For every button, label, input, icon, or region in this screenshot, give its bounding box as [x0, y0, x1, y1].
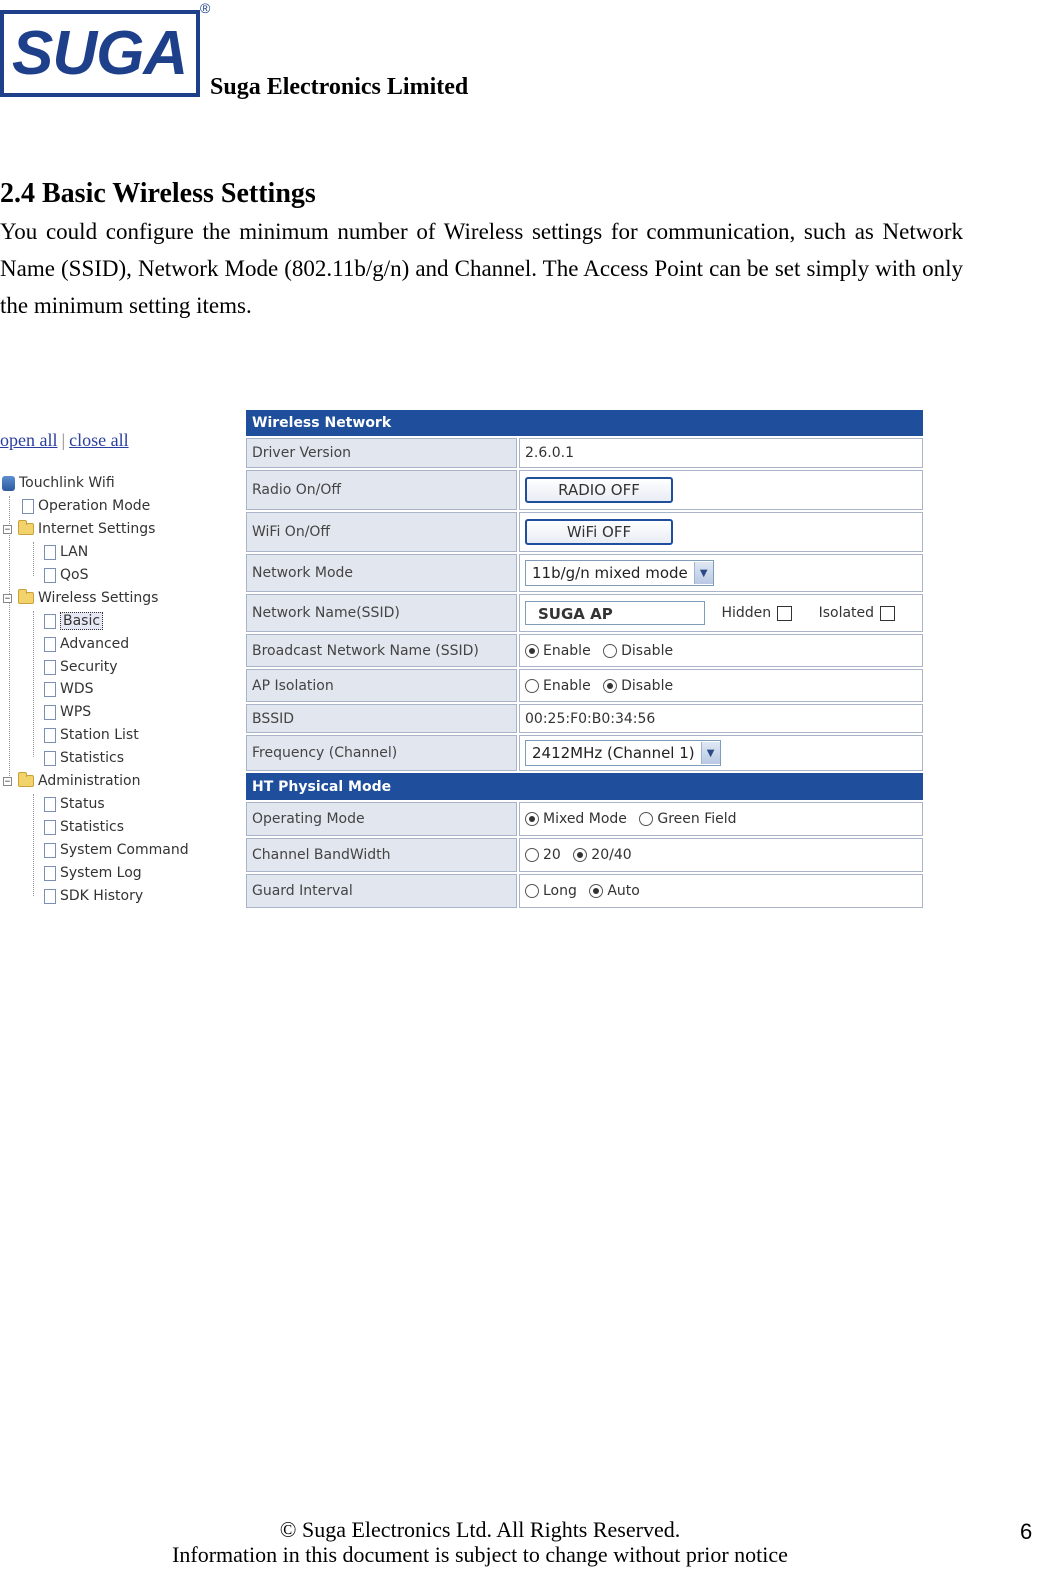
wireless-network-header: Wireless Network — [246, 410, 923, 436]
tree-item-system-command[interactable]: System Command — [44, 840, 189, 860]
tree-line — [33, 611, 34, 757]
collapse-icon[interactable]: − — [4, 593, 11, 604]
tree-item-lan[interactable]: LAN — [44, 542, 88, 562]
logo-text: SUGA — [12, 19, 188, 88]
page-icon — [44, 545, 56, 560]
operating-mode-label: Operating Mode — [246, 802, 517, 836]
driver-version-label: Driver Version — [246, 438, 517, 468]
settings-table — [244, 408, 925, 910]
bw-2040-option[interactable]: 20/40 — [573, 847, 631, 863]
frequency-row — [246, 735, 923, 771]
tree-line — [33, 542, 34, 576]
tree-item-wds[interactable]: WDS — [44, 679, 94, 699]
page-icon — [44, 682, 56, 697]
page-icon — [44, 751, 56, 766]
isolated-label: Isolated — [818, 605, 875, 621]
page-icon — [44, 889, 56, 904]
page-icon — [44, 705, 56, 720]
tree-item-system-log[interactable]: System Log — [44, 863, 142, 883]
ap-isolation-row — [246, 669, 923, 702]
network-icon — [2, 476, 15, 491]
radio-off-button[interactable]: RADIO OFF — [525, 477, 673, 503]
tree-folder-administration[interactable]: − Administration — [4, 773, 141, 789]
tree-item-admin-statistics[interactable]: Statistics — [44, 817, 124, 837]
radio-icon[interactable] — [639, 812, 653, 826]
broadcast-row — [246, 634, 923, 667]
tree-line — [33, 794, 34, 896]
link-separator: | — [61, 430, 66, 450]
tree-item-status[interactable]: Status — [44, 794, 105, 814]
folder-icon — [18, 523, 34, 535]
network-mode-row — [246, 554, 923, 592]
folder-icon — [18, 592, 34, 604]
page-icon — [44, 637, 56, 652]
hidden-checkbox[interactable] — [777, 606, 792, 621]
tree-item-statistics[interactable]: Statistics — [44, 748, 124, 768]
guard-interval-row — [246, 874, 923, 908]
tree-root[interactable]: Touchlink Wifi — [2, 473, 115, 493]
bssid-row — [246, 704, 923, 733]
wifi-off-button[interactable]: WiFi OFF — [525, 519, 673, 545]
frequency-select[interactable]: 2412MHz (Channel 1) ▼ — [525, 740, 721, 766]
radio-icon[interactable] — [525, 884, 539, 898]
ssid-label: Network Name(SSID) — [246, 594, 517, 632]
mixed-mode-option[interactable]: Mixed Mode — [525, 811, 627, 827]
radio-selected-icon[interactable] — [573, 848, 587, 862]
footer-copyright: © Suga Electronics Ltd. All Rights Reserved. — [279, 1517, 681, 1542]
network-mode-label: Network Mode — [246, 554, 517, 592]
tree-item-security[interactable]: Security — [44, 657, 118, 677]
radio-icon[interactable] — [603, 644, 617, 658]
ht-physical-mode-header: HT Physical Mode — [246, 773, 923, 800]
tree-links — [0, 430, 129, 451]
radio-selected-icon[interactable] — [525, 812, 539, 826]
guard-long-option[interactable]: Long — [525, 883, 577, 899]
bssid-label: BSSID — [246, 704, 517, 733]
open-all-link[interactable]: open all — [0, 430, 58, 450]
wifi-row — [246, 512, 923, 552]
green-field-option[interactable]: Green Field — [639, 811, 736, 827]
close-all-link[interactable]: close all — [69, 430, 129, 450]
radio-selected-icon[interactable] — [603, 679, 617, 693]
tree-folder-wireless-settings[interactable]: − Wireless Settings — [4, 590, 159, 606]
page-icon — [44, 728, 56, 743]
operating-mode-row — [246, 802, 923, 836]
broadcast-disable-option[interactable]: Disable — [603, 643, 673, 659]
tree-item-sdk-history[interactable]: SDK History — [44, 886, 143, 906]
network-mode-select[interactable]: 11b/g/n mixed mode ▼ — [525, 560, 714, 586]
ssid-input[interactable]: SUGA AP — [525, 601, 705, 625]
tree-item-station-list[interactable]: Station List — [44, 725, 139, 745]
radio-icon[interactable] — [525, 679, 539, 693]
bssid-value: 00:25:F0:B0:34:56 — [519, 704, 923, 733]
tree-folder-internet-settings[interactable]: − Internet Settings — [4, 521, 156, 537]
tree-line — [9, 496, 10, 784]
tree-item-operation-mode[interactable]: Operation Mode — [22, 496, 150, 516]
isolated-checkbox[interactable] — [880, 606, 895, 621]
folder-icon — [18, 775, 34, 787]
isolation-disable-option[interactable]: Disable — [603, 678, 673, 694]
isolation-enable-option[interactable]: Enable — [525, 678, 591, 694]
radio-selected-icon[interactable] — [525, 644, 539, 658]
driver-version-value: 2.6.0.1 — [519, 438, 923, 468]
wireless-settings-panel — [244, 408, 925, 910]
hidden-label: Hidden — [721, 605, 772, 621]
tree-item-basic[interactable]: Basic — [44, 611, 103, 631]
guard-interval-label: Guard Interval — [246, 874, 517, 908]
company-logo — [0, 10, 200, 97]
guard-auto-option[interactable]: Auto — [589, 883, 640, 899]
tree-item-wps[interactable]: WPS — [44, 702, 91, 722]
registered-mark: ® — [200, 0, 211, 16]
ap-isolation-label: AP Isolation — [246, 669, 517, 702]
driver-version-row — [246, 438, 923, 468]
section-title: 2.4 Basic Wireless Settings — [0, 178, 316, 209]
page-icon — [44, 614, 56, 629]
tree-item-advanced[interactable]: Advanced — [44, 634, 129, 654]
page-icon — [44, 568, 56, 583]
page-icon — [44, 660, 56, 675]
broadcast-enable-option[interactable]: Enable — [525, 643, 591, 659]
chevron-down-icon: ▼ — [701, 742, 720, 764]
chevron-down-icon: ▼ — [694, 562, 713, 584]
radio-icon[interactable] — [525, 848, 539, 862]
navigation-tree — [0, 396, 240, 916]
page-icon — [44, 866, 56, 881]
radio-row — [246, 470, 923, 510]
collapse-icon[interactable]: − — [4, 524, 11, 535]
company-name: Suga Electronics Limited — [210, 74, 469, 100]
radio-selected-icon[interactable] — [589, 884, 603, 898]
wifi-label: WiFi On/Off — [246, 512, 517, 552]
ssid-row — [246, 594, 923, 632]
footer-notice: Information in this document is subject to change without prior notice — [172, 1542, 788, 1567]
bandwidth-row — [246, 838, 923, 872]
radio-label: Radio On/Off — [246, 470, 517, 510]
page-icon — [44, 820, 56, 835]
page-icon — [44, 797, 56, 812]
tree-item-qos[interactable]: QoS — [44, 565, 88, 585]
bandwidth-label: Channel BandWidth — [246, 838, 517, 872]
collapse-icon[interactable]: − — [4, 776, 11, 787]
bw-20-option[interactable]: 20 — [525, 847, 561, 863]
frequency-label: Frequency (Channel) — [246, 735, 517, 771]
page-icon — [44, 843, 56, 858]
page-icon — [22, 499, 34, 514]
broadcast-label: Broadcast Network Name (SSID) — [246, 634, 517, 667]
section-body: You could configure the minimum number of Wireless settings for communication, such as Network Name (SSID), Network Mode (802.11b/g/n) and Channel. The Access Point can be set simply with only the minimum setting items. — [0, 219, 963, 318]
page-number: 6 — [1020, 1519, 1033, 1544]
